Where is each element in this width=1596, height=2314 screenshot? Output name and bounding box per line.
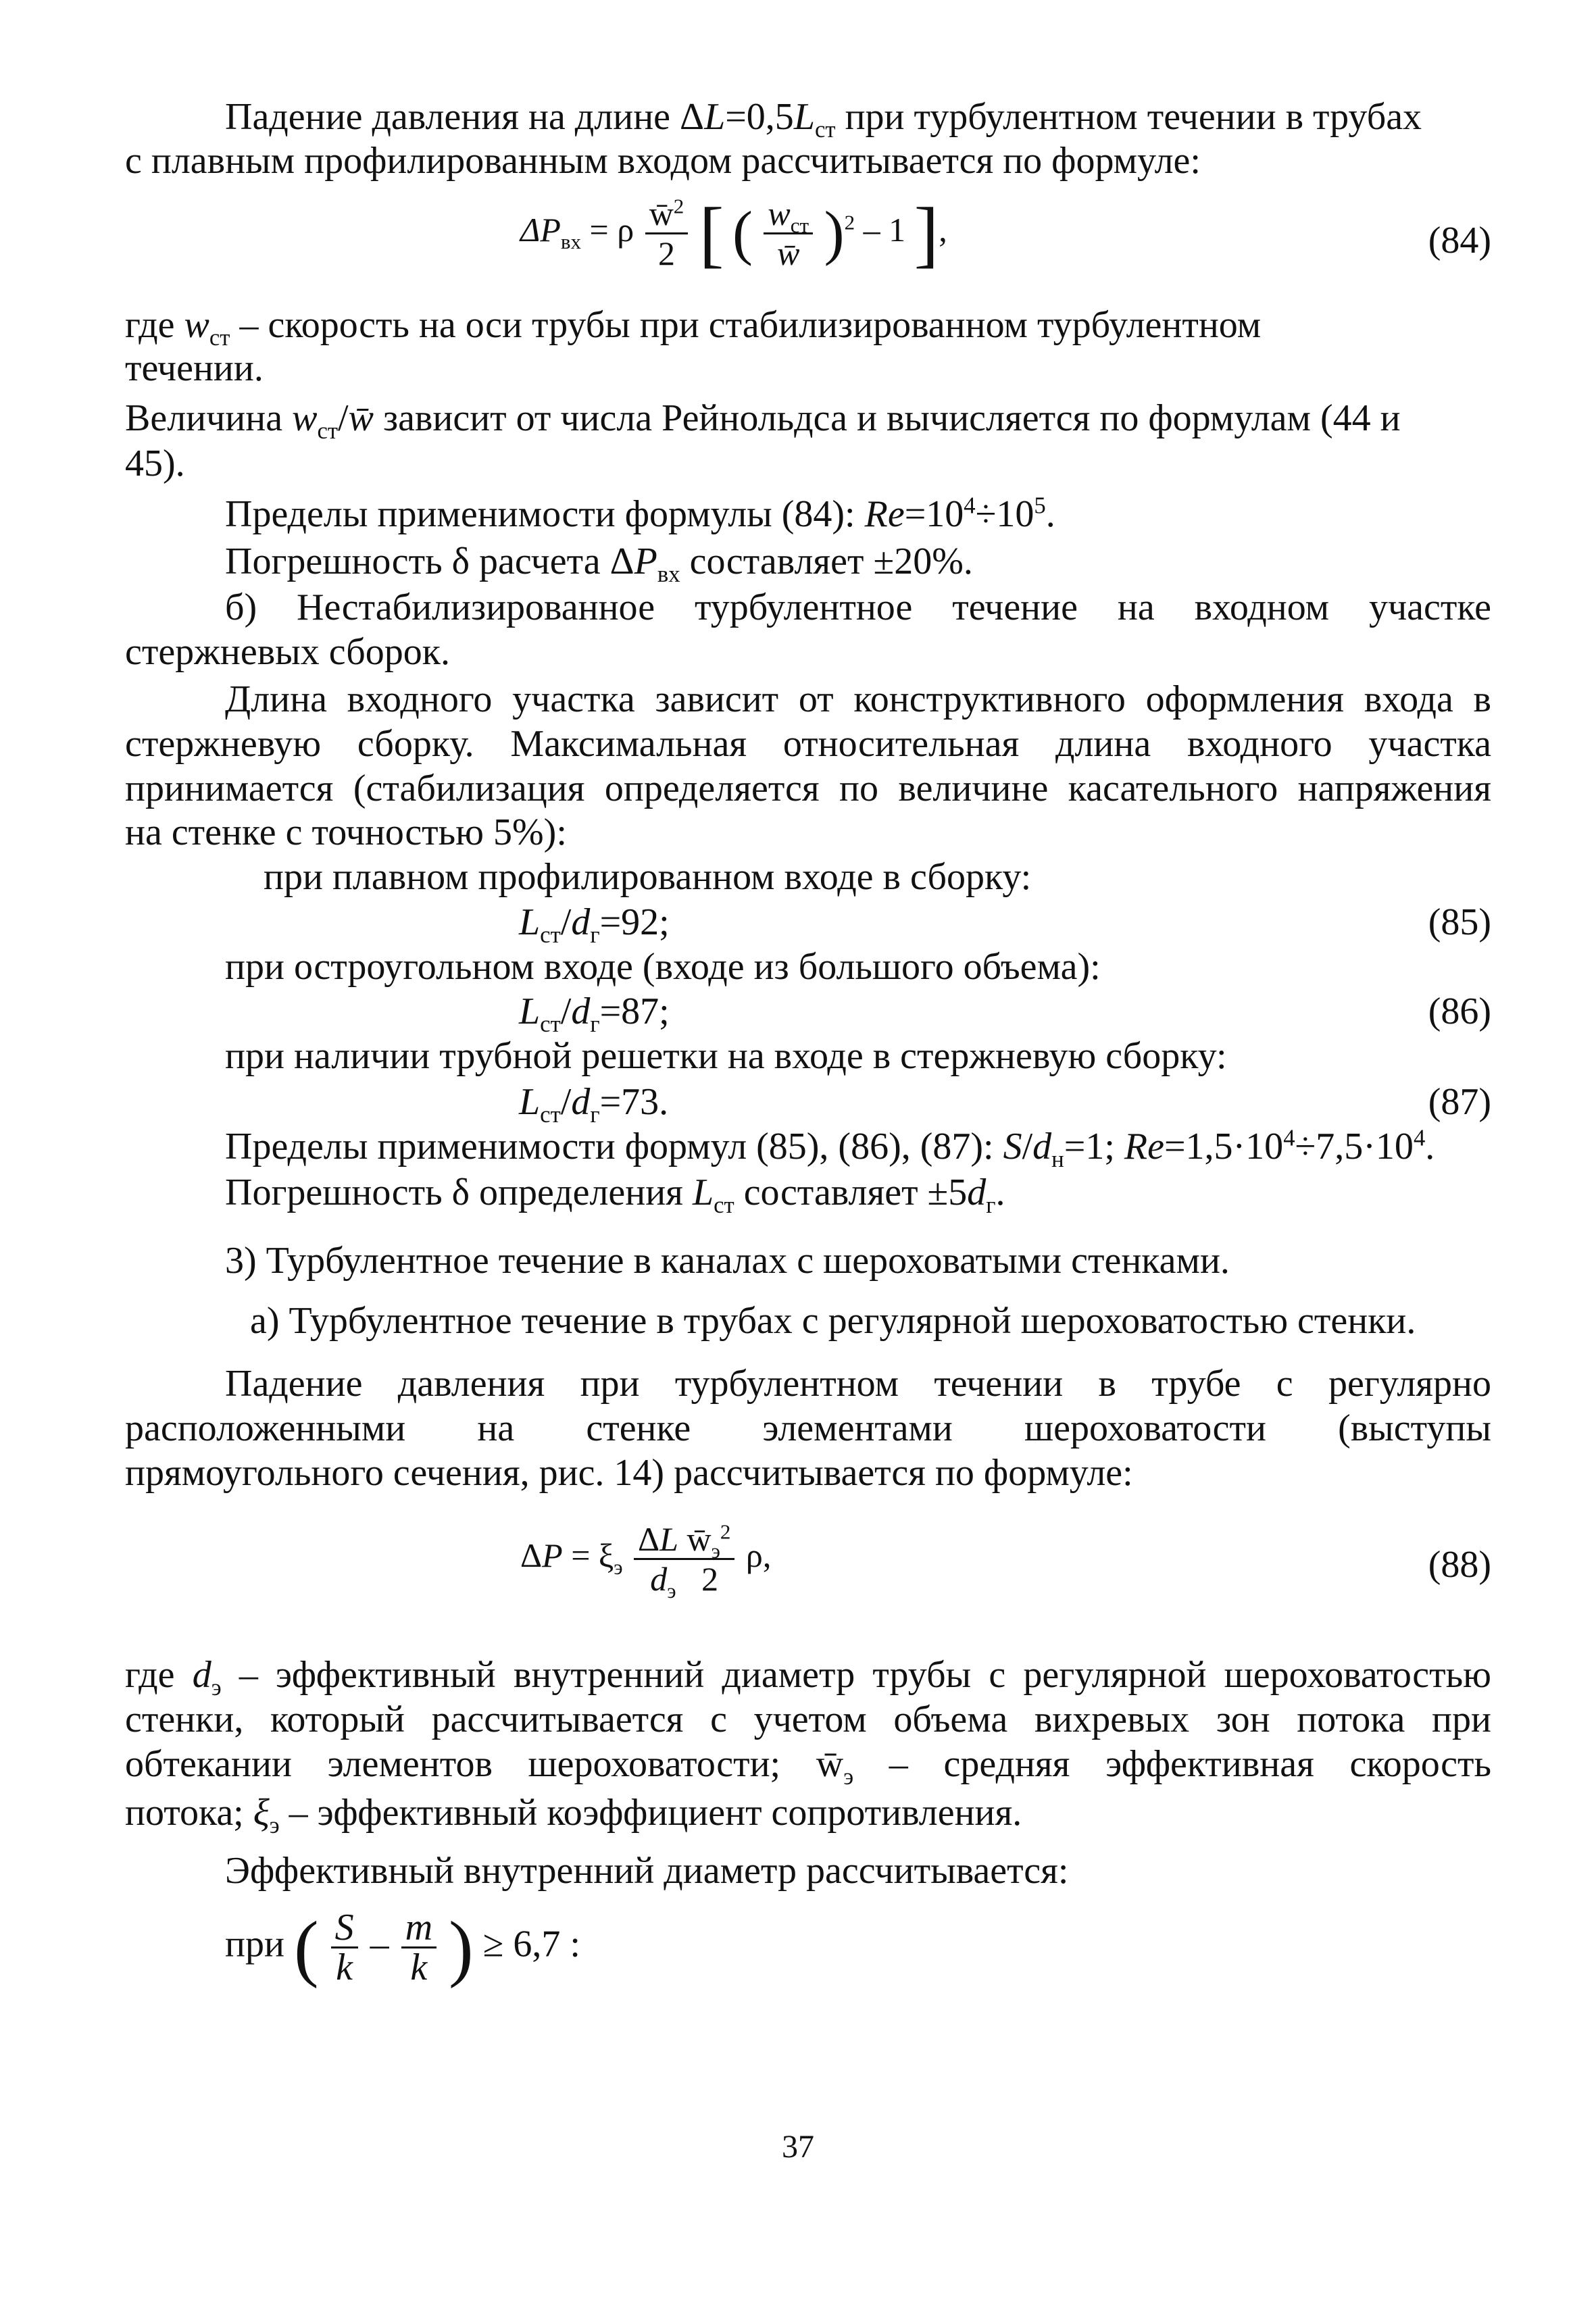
text-line: стенки, который рассчитывается с учетом объема вихревых зон потока при bbox=[125, 1699, 1491, 1740]
text-line: с плавным профилированным входом рассчитывается по формуле: bbox=[125, 140, 1201, 182]
equation-number: (88) bbox=[1428, 1544, 1491, 1586]
formula-86: $L_{ст}/d_г=87$; bbox=[519, 990, 670, 1038]
text-line: б) Нестабилизированное турбулентное течение на входном участке bbox=[225, 586, 1491, 628]
condition-tail: ≥ 6,7 : bbox=[482, 1923, 580, 1965]
equation-number: (86) bbox=[1428, 990, 1491, 1032]
text-line: при наличии трубной решетки на входе в стержневую сборку: bbox=[225, 1035, 1227, 1077]
text-line: Падение давления при турбулентном течении в трубе с регулярно bbox=[225, 1363, 1491, 1405]
text-line: Погрешность δ определения $L_{ст}$ составляет $\pm 5d_г$. bbox=[225, 1172, 1005, 1219]
text-line: Эффективный внутренний диаметр рассчитывается: bbox=[225, 1850, 1069, 1892]
condition-formula: при ( $\frac{S}{k}$ – $\frac{m}{k}$ ) ≥ 6,7 : bbox=[225, 1906, 580, 1989]
text-line: Длина входного участка зависит от конструктивного оформления входа в bbox=[225, 678, 1491, 720]
text-line: Пределы применимости формул (85), (86), (87): $S/d_н=1$; $Re=1,5\cdot 10^4\div 7,5\cdot 10^4$. bbox=[225, 1124, 1435, 1173]
eq84-tail: – 1 bbox=[863, 210, 906, 249]
text-line: расположенными на стенке элементами шероховатости (выступы bbox=[125, 1407, 1491, 1449]
text-line: Пределы применимости формулы (84): $Re=10^4\div 10^5$. bbox=[225, 492, 1055, 535]
eq88-tail: ρ, bbox=[745, 1536, 772, 1574]
text-line: потока; $\xi_э$ – эффективный коэффициент сопротивления. bbox=[125, 1792, 1022, 1839]
subsection-heading: а) Турбулентное течение в трубах с регулярной шероховатостью стенки. bbox=[250, 1300, 1416, 1342]
equation-number: (87) bbox=[1428, 1081, 1491, 1123]
text-line: Падение давления на длине $\Delta L=0,5L_{ст}$ при турбулентном течении в трубах bbox=[225, 96, 1422, 143]
text-line: на стенке с точностью 5%): bbox=[125, 811, 567, 853]
text-line: течении. bbox=[125, 347, 264, 389]
equation-84: $\Delta P_{вх} = \rho$ $\frac{w̄^2}{2}$ [ ( $\frac{w_{ст}}{w̄}$ )$^2$ – 1 ], bbox=[520, 192, 947, 275]
section-heading: 3) Турбулентное течение в каналах с шероховатыми стенками. bbox=[225, 1240, 1230, 1282]
equation-88: $\Delta P = \xi_э$ $\frac{\Delta L w̄_э^2}{d_э 2}$ ρ, bbox=[520, 1519, 772, 1603]
text-line: прямоугольного сечения, рис. 14) рассчитывается по формуле: bbox=[125, 1452, 1133, 1494]
condition-word: при bbox=[225, 1923, 284, 1965]
page-number: 37 bbox=[782, 2129, 814, 2165]
formula-85: $L_{ст}/d_г=92$; bbox=[519, 901, 670, 949]
equation-number: (85) bbox=[1428, 901, 1491, 943]
text-line: где $d_э$ – эффективный внутренний диаметр трубы с регулярной шероховатостью bbox=[125, 1654, 1491, 1697]
text-line: стержневых сборок. bbox=[125, 631, 451, 673]
text-line: при остроугольном входе (входе из большого объема): bbox=[225, 946, 1101, 988]
text-line: Погрешность δ расчета $\Delta P_{вх}$ составляет ±20%. bbox=[225, 540, 973, 588]
text-line: обтекании элементов шероховатости; $w̄_э$ – средняя эффективная скорость bbox=[125, 1743, 1491, 1786]
text-line: Величина $w_{ст}/w̄$ зависит от числа Рейнольдса и вычисляется по формулам (44 и bbox=[125, 397, 1401, 445]
text-line: 45). bbox=[125, 443, 185, 484]
equation-number: (84) bbox=[1428, 220, 1491, 261]
text-line: принимается (стабилизация определяется по величине касательного напряжения bbox=[125, 768, 1491, 809]
text-line: при плавном профилированном входе в сборку: bbox=[264, 856, 1032, 898]
text-line: где $w_{ст}$ – скорость на оси трубы при стабилизированном турбулентном bbox=[125, 304, 1262, 351]
text-line: стержневую сборку. Максимальная относительная длина входного участка bbox=[125, 723, 1491, 765]
formula-87: $L_{ст}/d_г=73$. bbox=[519, 1081, 669, 1128]
